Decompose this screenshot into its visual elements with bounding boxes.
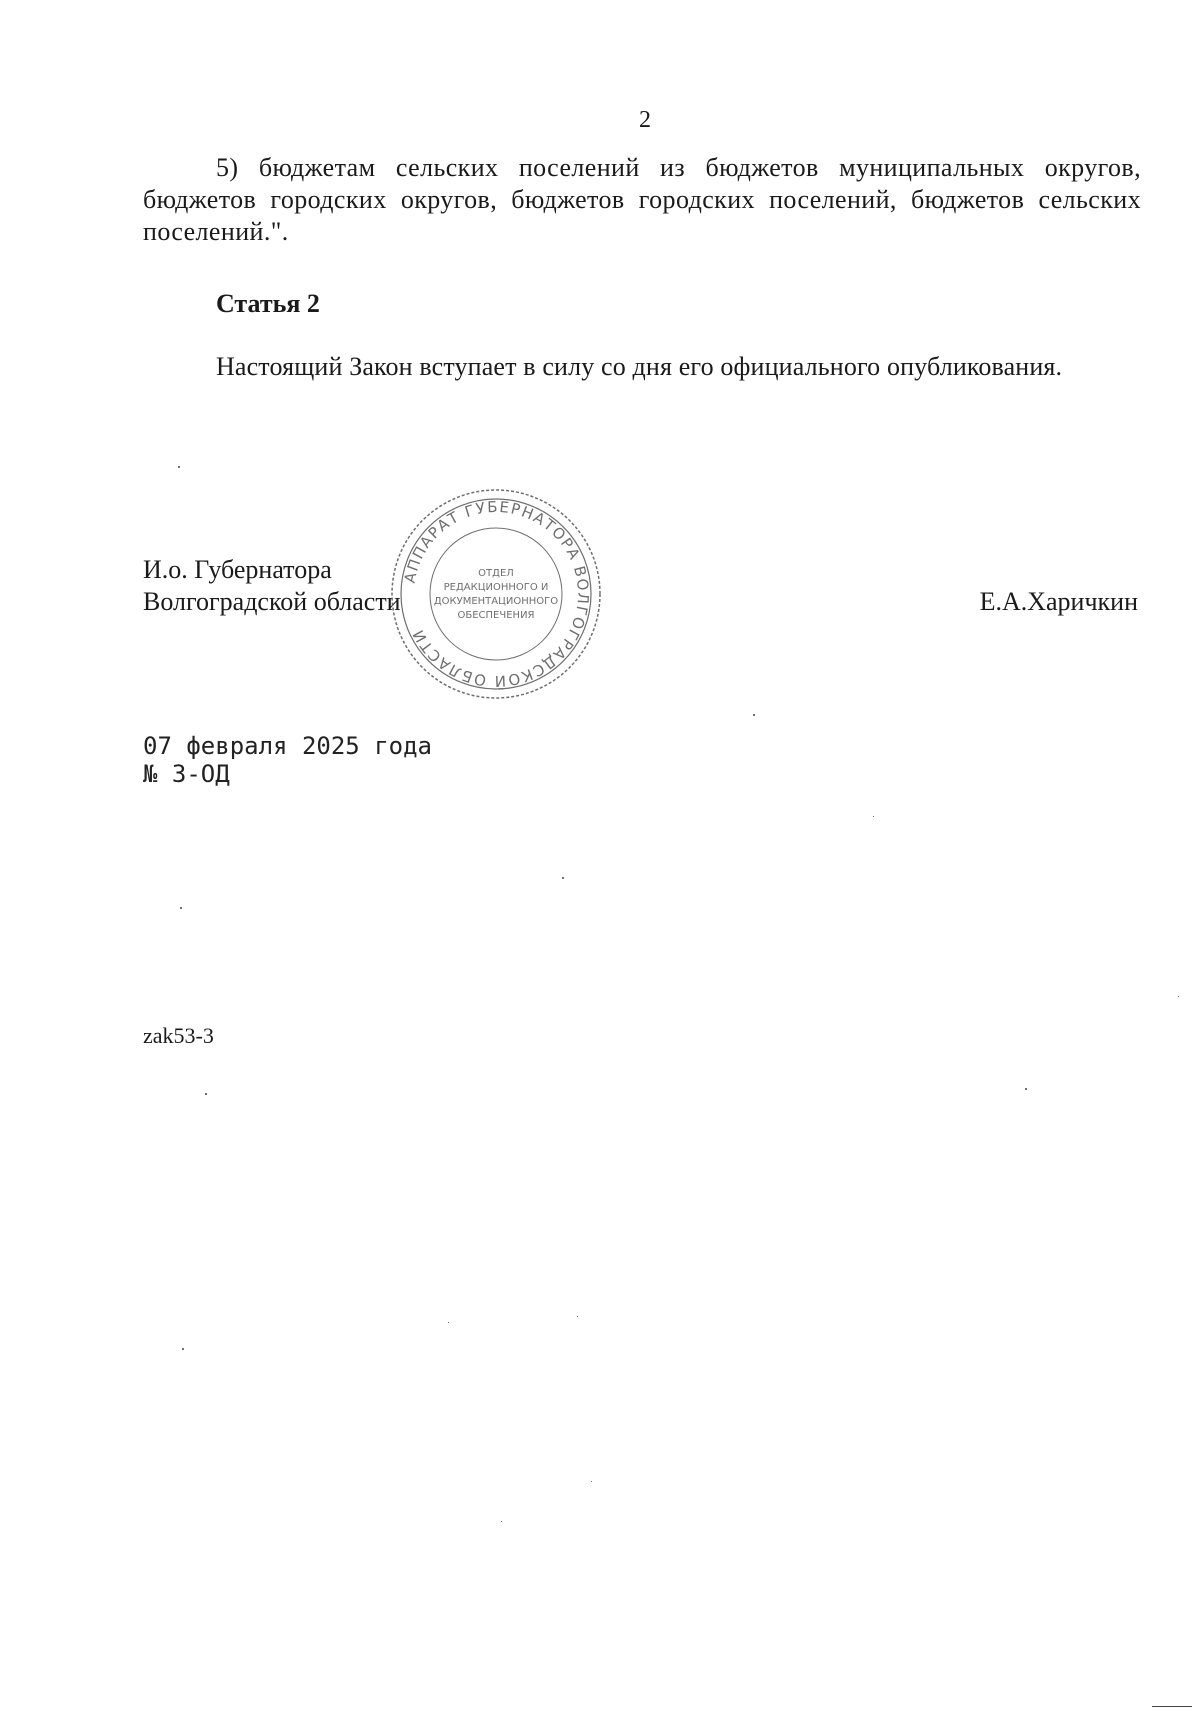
signature-position xyxy=(143,554,401,618)
scan-speck xyxy=(562,877,564,879)
registration-block xyxy=(143,732,432,788)
stamp-outer-ring xyxy=(392,490,600,698)
paragraph-entry-into-force: Настоящий Закон вступает в силу со дня его официального опубликования. xyxy=(216,352,1063,381)
stamp-center-line-1: ОТДЕЛ xyxy=(478,568,514,579)
scan-speck xyxy=(448,1322,449,1323)
scan-speck xyxy=(501,1521,502,1522)
stamp-center-line-3: ДОКУМЕНТАЦИОННОГО xyxy=(433,596,559,607)
scan-speck xyxy=(591,1481,592,1482)
official-stamp xyxy=(386,484,606,704)
stamp-outer-text: АППАРАТ ГУБЕРНАТОРА ВОЛГОГРАДСКОЙ ОБЛАСТИ xyxy=(400,497,593,691)
scan-speck xyxy=(1025,1088,1027,1090)
stamp-center-line-2: РЕДАКЦИОННОГО И xyxy=(443,582,549,593)
article-2-heading: Статья 2 xyxy=(216,289,320,318)
scan-speck xyxy=(873,816,874,817)
document-code: zak53-3 xyxy=(143,1023,214,1048)
signature-position-line-2: Волгоградской области xyxy=(143,587,401,616)
scan-speck xyxy=(577,1316,578,1317)
registration-date: 07 февраля 2025 года xyxy=(143,732,432,760)
scan-speck xyxy=(178,466,180,468)
scan-speck xyxy=(205,1093,207,1095)
paragraph-budget-item-5: 5) бюджетам сельских поселений из бюджетов муниципальных округов, бюджетов городских округов, бюджетов городских поселений, бюджетов сельских поселений.". xyxy=(143,153,1141,246)
signatory-name: Е.А.Харичкин xyxy=(979,587,1138,616)
scan-speck xyxy=(182,1348,184,1350)
scan-speck xyxy=(1152,1706,1192,1707)
registration-number: № 3-ОД xyxy=(143,760,230,788)
scan-speck xyxy=(180,907,182,909)
scan-speck xyxy=(753,714,755,716)
stamp-inner-ring xyxy=(430,528,562,660)
scan-speck xyxy=(1178,996,1179,997)
signature-position-line-1: И.о. Губернатора xyxy=(143,555,332,584)
stamp-center-line-4: ОБЕСПЕЧЕНИЯ xyxy=(457,610,535,621)
page-number: 2 xyxy=(639,107,651,133)
